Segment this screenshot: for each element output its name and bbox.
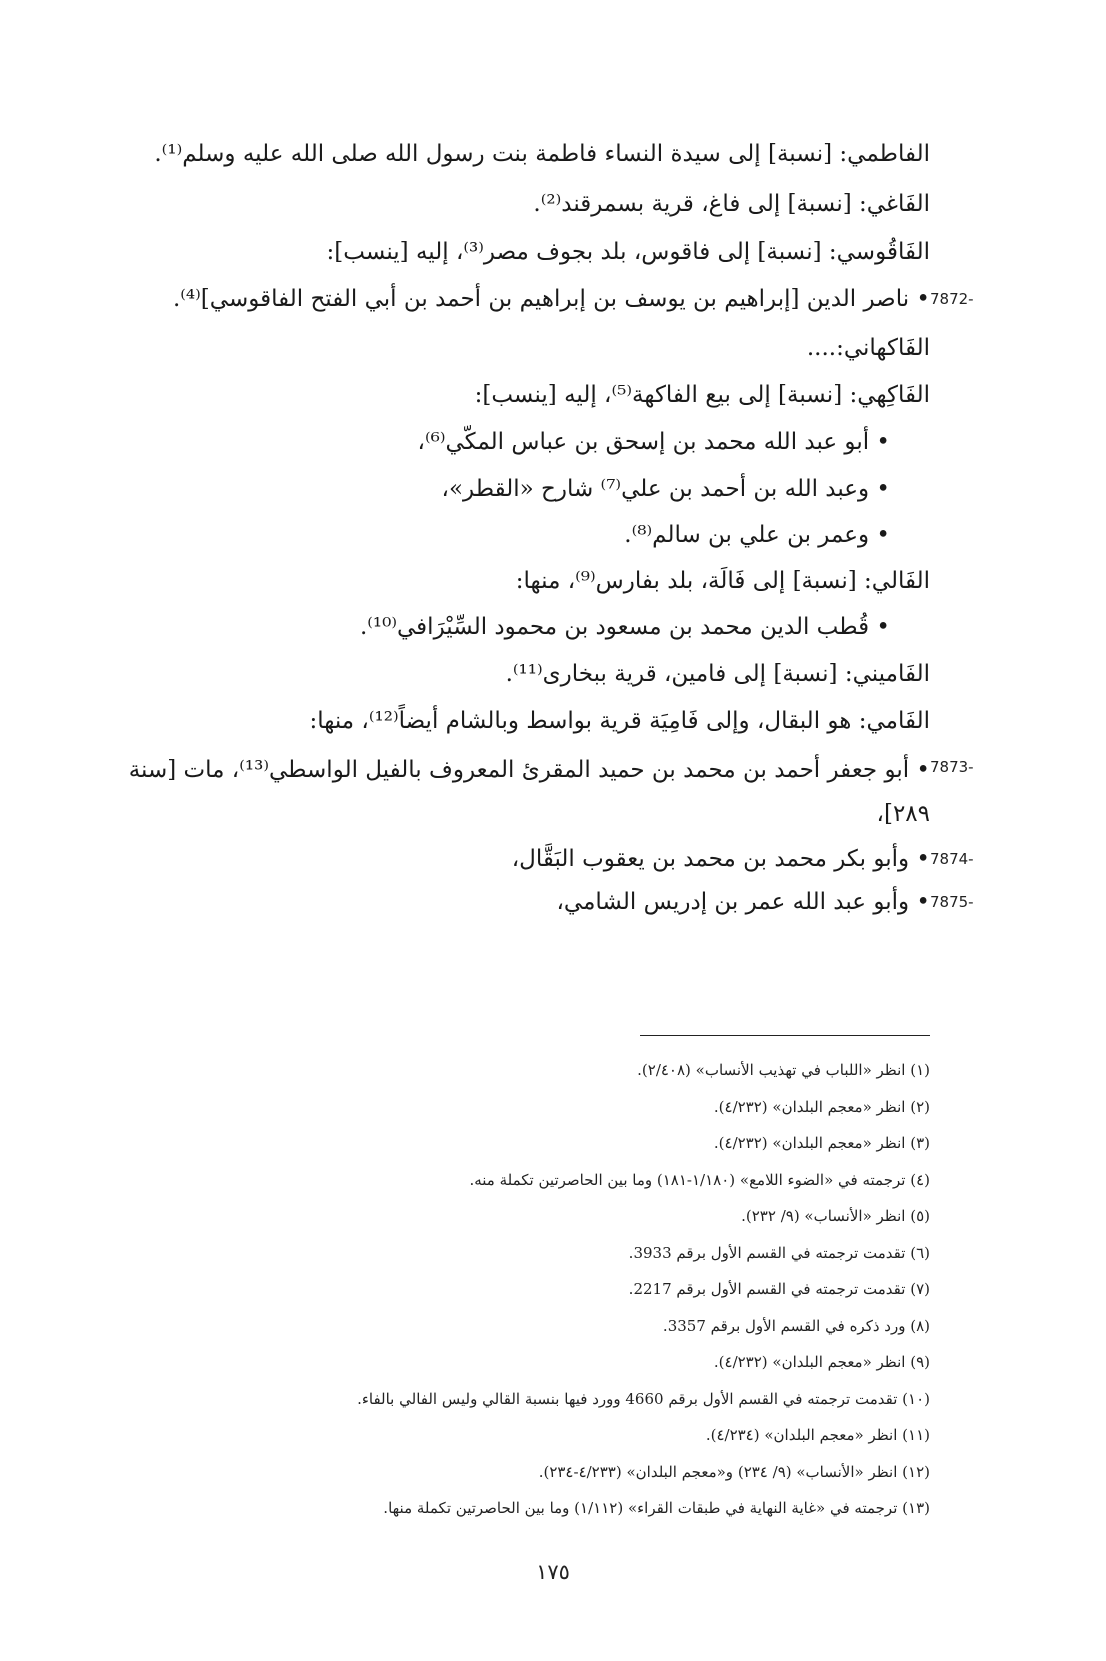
footnote: (١٣) ترجمته في «غاية النهاية في طبقات القراء» (١/١١٢) وما بين الحاصرتين تكملة منها. [383,1499,930,1517]
entry-fali: الفَالي: [نسبة] إلى فَالَة، بلد بفارس⁽⁹⁾، منها: [515,568,930,594]
footnote: (٤) ترجمته في «الضوء اللامع» (١/١٨٠-١٨١) وما بين الحاصرتين تكملة منه. [469,1170,930,1189]
entry-fakihani: الفَاكهاني:.... [806,335,930,361]
footnote: (٨) ورد ذكره في القسم الأول برقم 3357. [662,1316,930,1335]
footnote: (٧) تقدمت ترجمته في القسم الأول برقم 2217. [628,1280,930,1298]
footnote-separator [640,1035,930,1036]
bullet-entry: • أبو عبد الله محمد بن إسحق بن عباس المكّي⁽⁶⁾، [417,429,890,455]
footnote: (٥) انظر «الأنساب» (٩/ ٢٣٢). [741,1207,930,1225]
footnotes [357,1052,930,1527]
footnote: (٣) انظر «معجم البلدان» (٤/٢٣٢). [713,1134,930,1152]
entry-number: 7875- [930,893,974,911]
entry-faghi: الفَاغي: [نسبة] إلى فاغ، قرية بسمرقند⁽²⁾. [533,191,930,217]
entry-number: 7874- [930,850,974,868]
bullet-entry: • وأبو بكر محمد بن محمد بن يعقوب البَقَّال، [511,846,930,872]
bullet-entry: • قُطب الدين محمد بن مسعود بن محمود السِّيْرَافي⁽¹⁰⁾. [359,614,890,640]
entry-number: 7872- [930,290,974,308]
entry-famini: الفَاميني: [نسبة] إلى فامين، قرية ببخارى⁽¹¹⁾. [505,661,930,687]
bullet-entry: • أبو جعفر أحمد بن محمد بن حميد المقرئ المعروف بالفيل الواسطي⁽¹³⁾، مات [سنة ٢٨٩]، [128,757,930,827]
entry-number: 7873- [930,758,974,776]
footnote: (١٠) تقدمت ترجمته في القسم الأول برقم 4660 وورد فيها بنسبة القالي وليس الفالي بالفاء. [357,1389,930,1408]
footnote: (٢) انظر «معجم البلدان» (٤/٢٣٢). [713,1097,930,1116]
footnote: (١١) انظر «معجم البلدان» (٤/٢٣٤). [705,1426,930,1444]
page-number: ١٧٥ [536,1560,570,1584]
footnote: (١) انظر «اللباب في تهذيب الأنساب» (٢/٤٠٨). [637,1061,930,1079]
bullet-entry: • وأبو عبد الله عمر بن إدريس الشامي، [556,889,930,915]
bullet-entry: • وعمر بن علي بن سالم⁽⁸⁾. [624,522,890,548]
footnote: (١٢) انظر «الأنساب» (٩/ ٢٣٤) و«معجم البلدان» (٤/٢٣٣-٢٣٤). [538,1462,930,1481]
entry-fami: الفَامي: هو البقال، وإلى فَامِيَة قرية بواسط وبالشام أيضاً⁽¹²⁾، منها: [309,708,930,734]
bullet-entry: • ناصر الدين [إبراهيم بن يوسف بن إبراهيم بن أحمد بن أبي الفتح الفاقوسي]⁽⁴⁾. [172,286,930,312]
bullet-entry: • وعبد الله بن أحمد بن علي⁽⁷⁾ شارح «القطر»، [441,476,890,502]
entry-faqusi: الفَاقُوسي: [نسبة] إلى فاقوس، بلد بجوف مصر⁽³⁾، إليه [ينسب]: [326,239,930,265]
entry-fatimi: الفاطمي: [نسبة] إلى سيدة النساء فاطمة بنت رسول الله صلى الله عليه وسلم⁽¹⁾. [154,141,930,167]
entry-fakihi: الفَاكِهي: [نسبة] إلى بيع الفاكهة⁽⁵⁾، إليه [ينسب]: [474,382,930,408]
footnote: (٩) انظر «معجم البلدان» (٤/٢٣٢). [713,1353,930,1371]
footnote: (٦) تقدمت ترجمته في القسم الأول برقم 3933. [628,1243,930,1262]
